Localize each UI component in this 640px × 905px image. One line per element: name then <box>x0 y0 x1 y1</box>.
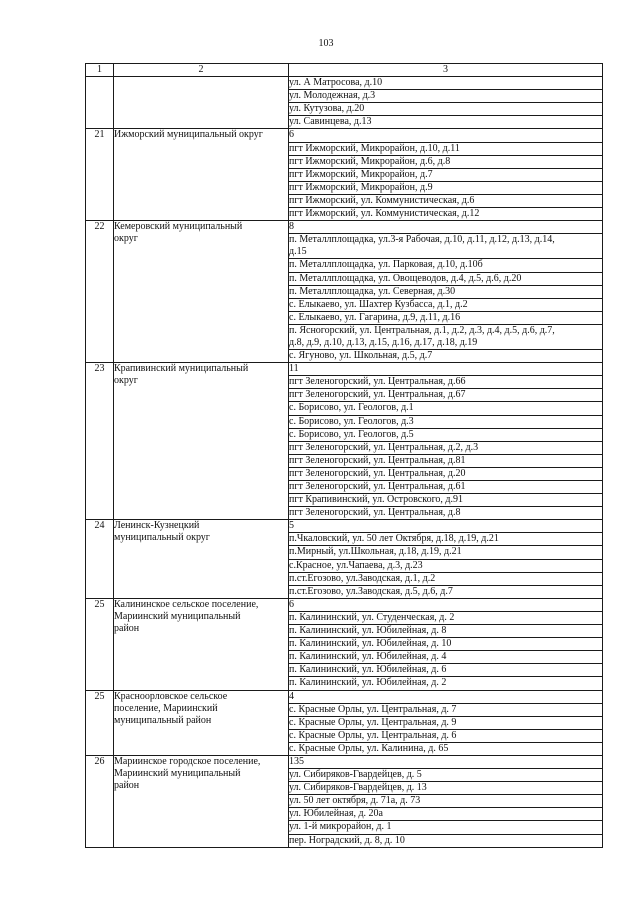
address-line: пгт Ижморский, ул. Коммунистическая, д.6 <box>289 194 475 206</box>
address-line: с. Борисово, ул. Геологов, д.3 <box>289 415 414 427</box>
count-cell <box>289 129 603 142</box>
address-line: пгт Крапивинский, ул. Островского, д.91 <box>289 494 464 506</box>
address-cell <box>289 834 603 847</box>
address-line: ул. 1-й микрорайон, д. 1 <box>289 821 392 833</box>
address-line: с.Красное, ул.Чапаева, д.3, д.23 <box>289 559 423 571</box>
address-line: с. Красные Орлы, ул. Центральная, д. 6 <box>289 729 457 741</box>
address-cell <box>289 272 603 285</box>
address-line: пгт Зеленогорский, ул. Центральная, д.66 <box>289 376 466 388</box>
address-line: пгт Зеленогорский, ул. Центральная, д.67 <box>289 389 466 401</box>
address-line: ул. Молодежная, д.3 <box>289 90 376 102</box>
address-cell <box>289 782 603 795</box>
address-cell <box>289 103 603 116</box>
address-line: 11 <box>289 363 299 375</box>
municipality-name-line: Крапивинский муниципальный <box>114 363 249 375</box>
address-line: п. Калининский, ул. Юбилейная, д. 10 <box>289 638 452 650</box>
address-line: п.Мирный, ул.Школьная, д.18, д.19, д.21 <box>289 546 462 558</box>
address-cell <box>289 638 603 651</box>
address-line: п. Калининский, ул. Юбилейная, д. 8 <box>289 625 447 637</box>
address-cell <box>289 808 603 821</box>
item-number-cell: 22 <box>86 221 114 363</box>
address-line: д.15 <box>289 246 307 258</box>
address-line: пгт Ижморский, Микрорайон, д.7 <box>289 168 433 180</box>
address-line: п. Калининский, ул. Студенческая, д. 2 <box>289 611 455 623</box>
address-line: пер. Ноградский, д. 8, д. 10 <box>289 834 405 846</box>
address-cell <box>289 454 603 467</box>
address-line: с. Красные Орлы, ул. Калинина, д. 65 <box>289 742 449 754</box>
address-cell <box>289 324 603 349</box>
address-cell <box>289 467 603 480</box>
count-cell <box>289 363 603 376</box>
address-cell <box>289 155 603 168</box>
address-cell <box>289 611 603 624</box>
municipality-name-line: Красноорловское сельское <box>114 690 228 702</box>
municipality-name-line: Ленинск-Кузнецкий <box>114 520 200 532</box>
table-row <box>86 363 603 376</box>
address-line: п. Металлплощадка, ул. Парковая, д.10, д.10б <box>289 259 483 271</box>
address-cell <box>289 546 603 559</box>
address-line: 6 <box>289 129 294 141</box>
address-line: 8 <box>289 221 294 233</box>
municipality-name-line: Калининское сельское поселение, <box>114 598 259 610</box>
address-cell <box>289 415 603 428</box>
municipality-name-line: Мариинский муниципальный <box>114 768 241 780</box>
address-cell <box>289 769 603 782</box>
address-line: ул. Юбилейная, д. 20а <box>289 808 383 820</box>
count-cell <box>289 598 603 611</box>
address-table <box>85 63 603 848</box>
municipality-name-line: Ижморский муниципальный округ <box>114 129 263 141</box>
item-number-cell: 26 <box>86 755 114 847</box>
address-line: пгт Зеленогорский, ул. Центральная, д.61 <box>289 481 466 492</box>
address-cell <box>289 389 603 402</box>
address-line: ул. А Матросова, д.10 <box>289 77 383 89</box>
address-cell <box>289 259 603 272</box>
item-number-cell: 25 <box>86 690 114 755</box>
municipality-name-line: муниципальный район <box>114 714 212 726</box>
address-line: ул. Кутузова, д.20 <box>289 103 365 115</box>
address-line: п. Калининский, ул. Юбилейная, д. 4 <box>289 651 447 663</box>
count-cell <box>289 221 603 234</box>
address-cell <box>289 285 603 298</box>
municipality-name-line: округ <box>114 375 138 387</box>
address-line: 4 <box>289 690 294 702</box>
municipality-name-cell <box>114 221 289 363</box>
municipality-name-line: район <box>114 780 140 792</box>
address-line: п. Ясногорский, ул. Центральная, д.1, д.2, д.3, д.4, д.5, д.6, д.7, <box>289 324 555 336</box>
address-cell <box>289 821 603 834</box>
address-line: с. Борисово, ул. Геологов, д.1 <box>289 402 414 414</box>
address-line: 5 <box>289 520 294 532</box>
address-cell <box>289 795 603 808</box>
address-cell <box>289 625 603 638</box>
address-cell <box>289 142 603 155</box>
address-cell <box>289 77 603 90</box>
address-line: пгт Ижморский, Микрорайон, д.10, д.11 <box>289 142 460 154</box>
address-line: пгт Зеленогорский, ул. Центральная, д.81 <box>289 454 466 466</box>
address-cell <box>289 311 603 324</box>
address-line: ул. Сибиряков-Гвардейцев, д. 5 <box>289 769 422 781</box>
table-row <box>86 520 603 533</box>
address-cell <box>289 208 603 221</box>
address-cell <box>289 507 603 520</box>
municipality-name-line: Кемеровский муниципальный <box>114 221 243 233</box>
item-number-cell: 25 <box>86 598 114 690</box>
address-line: пгт Зеленогорский, ул. Центральная, д.20 <box>289 467 466 479</box>
table-body <box>86 64 603 848</box>
municipality-name-cell <box>114 363 289 520</box>
address-line: п.ст.Егозово, ул.Заводская, д.5, д.6, д.7 <box>289 585 453 597</box>
item-number-cell <box>86 77 114 129</box>
address-line: ул. 50 лет октября, д. 71а, д. 73 <box>289 795 421 807</box>
table-row <box>86 755 603 768</box>
address-cell <box>289 402 603 415</box>
municipality-name-cell <box>114 520 289 599</box>
address-cell <box>289 703 603 716</box>
address-line: п.ст.Егозово, ул.Заводская, д.1, д.2 <box>289 572 436 584</box>
address-cell <box>289 441 603 454</box>
address-cell <box>289 428 603 441</box>
table-row <box>86 77 603 90</box>
address-line: с. Елыкаево, ул. Гагарина, д.9, д.11, д.16 <box>289 311 461 323</box>
municipality-name-line: Мариинское городское поселение, <box>114 755 261 767</box>
address-cell <box>289 559 603 572</box>
address-line: 6 <box>289 598 294 610</box>
count-cell <box>289 755 603 768</box>
table-row <box>86 129 603 142</box>
address-line: пгт Ижморский, Микрорайон, д.9 <box>289 181 433 193</box>
address-cell <box>289 298 603 311</box>
municipality-name-line: поселение, Мариинский <box>114 702 218 714</box>
address-cell <box>289 116 603 129</box>
address-line: 135 <box>289 755 304 767</box>
table-row <box>86 221 603 234</box>
item-number-cell: 24 <box>86 520 114 599</box>
municipality-name-line: Мариинский муниципальный <box>114 610 241 622</box>
address-line: с. Борисово, ул. Геологов, д.5 <box>289 428 414 440</box>
address-cell <box>289 716 603 729</box>
address-cell <box>289 481 603 494</box>
address-line: с. Елыкаево, ул. Шахтер Кузбасса, д.1, д.2 <box>289 298 468 310</box>
address-cell <box>289 729 603 742</box>
address-cell <box>289 376 603 389</box>
address-line: п.Чкаловский, ул. 50 лет Октября, д.18, д.19, д.21 <box>289 533 499 545</box>
municipality-name-cell <box>114 598 289 690</box>
address-line: п. Металлплощадка, ул.3-я Рабочая, д.10, д.11, д.12, д.13, д.14, <box>289 234 555 246</box>
address-line: ул. Савинцева, д.13 <box>289 116 372 128</box>
address-line: п. Металлплощадка, ул. Северная, д.30 <box>289 285 456 297</box>
address-line: ул. Сибиряков-Гвардейцев, д. 13 <box>289 782 427 794</box>
address-cell <box>289 494 603 507</box>
header-cell-2: 2 <box>114 64 289 77</box>
municipality-name-line: округ <box>114 233 138 245</box>
address-line: пгт Зеленогорский, ул. Центральная, д.2, д.3 <box>289 441 479 453</box>
address-cell <box>289 585 603 598</box>
municipality-name-cell <box>114 755 289 847</box>
address-cell <box>289 651 603 664</box>
address-cell <box>289 168 603 181</box>
page-number: 103 <box>318 38 334 49</box>
address-cell <box>289 194 603 207</box>
address-cell <box>289 350 603 363</box>
municipality-name-line: район <box>114 623 140 635</box>
address-line: п. Калининский, ул. Юбилейная, д. 6 <box>289 664 447 676</box>
municipality-name-cell <box>114 77 289 129</box>
table-header-row <box>86 64 603 77</box>
address-line: с. Красные Орлы, ул. Центральная, д. 9 <box>289 716 457 728</box>
address-cell <box>289 234 603 259</box>
municipality-name-cell <box>114 129 289 221</box>
address-line: д.8, д.9, д.10, д.13, д.15, д.16, д.17, д.18, д.19 <box>289 336 478 348</box>
address-line: п. Металлплощадка, ул. Овощеводов, д.4, д.5, д.6, д.20 <box>289 272 522 284</box>
municipality-name-cell <box>114 690 289 755</box>
address-cell <box>289 181 603 194</box>
address-cell <box>289 742 603 755</box>
address-cell <box>289 90 603 103</box>
item-number-cell: 21 <box>86 129 114 221</box>
header-cell-1: 1 <box>86 64 114 77</box>
table-row <box>86 690 603 703</box>
address-cell <box>289 572 603 585</box>
address-cell <box>289 677 603 690</box>
address-cell <box>289 533 603 546</box>
address-line: с. Красные Орлы, ул. Центральная, д. 7 <box>289 703 457 715</box>
count-cell <box>289 690 603 703</box>
item-number-cell: 23 <box>86 363 114 520</box>
address-line: с. Ягуново, ул. Школьная, д.5, д.7 <box>289 350 433 362</box>
address-cell <box>289 664 603 677</box>
header-cell-3: 3 <box>289 64 603 77</box>
address-line: пгт Ижморский, ул. Коммунистическая, д.12 <box>289 208 480 220</box>
table-row <box>86 598 603 611</box>
address-line: п. Калининский, ул. Юбилейная, д. 2 <box>289 677 447 689</box>
address-line: пгт Зеленогорский, ул. Центральная, д.8 <box>289 507 461 519</box>
count-cell <box>289 520 603 533</box>
address-line: пгт Ижморский, Микрорайон, д.6, д.8 <box>289 155 451 167</box>
municipality-name-line: муниципальный округ <box>114 532 210 544</box>
